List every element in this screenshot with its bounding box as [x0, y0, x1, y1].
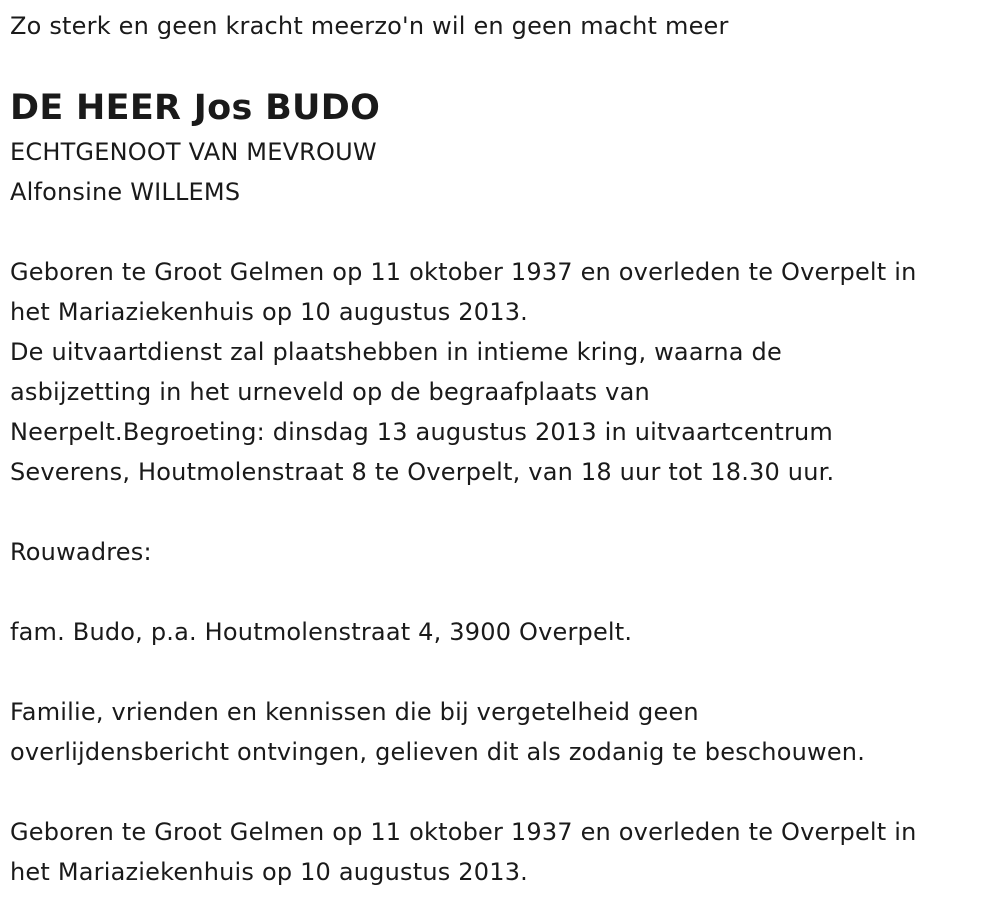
spacer — [10, 772, 995, 812]
body-line: De uitvaartdienst zal plaatshebben in intieme kring, waarna de — [10, 338, 782, 366]
notice-line: Familie, vrienden en kennissen die bij vergetelheid geen — [10, 698, 699, 726]
subtitle-line: ECHTGENOOT VAN MEVROUW — [10, 138, 377, 166]
obituary-document — [10, 8, 995, 892]
body-line: asbijzetting in het urneveld op de begraafplaats van — [10, 378, 650, 406]
tagline: Zo sterk en geen kracht meerzo'n wil en geen macht meer — [10, 12, 729, 40]
deceased-name-title: DE HEER Jos BUDO — [10, 88, 381, 128]
rouwadres-label: Rouwadres: — [10, 538, 152, 566]
spacer — [10, 212, 995, 252]
spacer — [10, 572, 995, 612]
repeat-line: het Mariaziekenhuis op 10 augustus 2013. — [10, 858, 528, 886]
subtitle-line: Alfonsine WILLEMS — [10, 178, 241, 206]
body-line: Neerpelt.Begroeting: dinsdag 13 augustus 2013 in uitvaartcentrum — [10, 418, 833, 446]
body-line: het Mariaziekenhuis op 10 augustus 2013. — [10, 298, 528, 326]
spacer — [10, 652, 995, 692]
body-line: Geboren te Groot Gelmen op 11 oktober 1937 en overleden te Overpelt in — [10, 258, 917, 286]
notice-line: overlijdensbericht ontvingen, gelieven dit als zodanig te beschouwen. — [10, 738, 866, 766]
rouwadres-value: fam. Budo, p.a. Houtmolenstraat 4, 3900 Overpelt. — [10, 618, 633, 646]
repeat-line: Geboren te Groot Gelmen op 11 oktober 1937 en overleden te Overpelt in — [10, 818, 917, 846]
spacer — [10, 492, 995, 532]
body-line: Severens, Houtmolenstraat 8 te Overpelt, van 18 uur tot 18.30 uur. — [10, 458, 835, 486]
